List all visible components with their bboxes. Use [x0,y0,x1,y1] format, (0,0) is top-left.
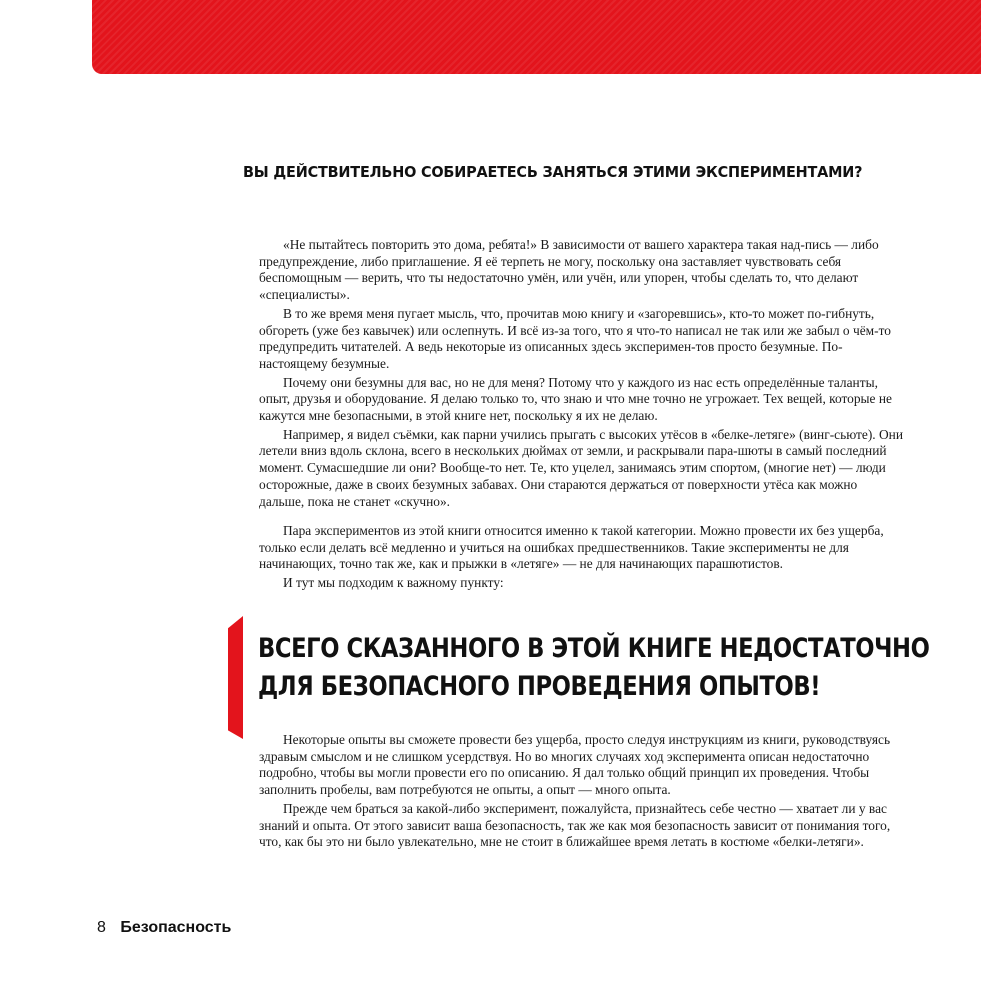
body-text-group-3 [259,732,911,853]
paragraph: Прежде чем браться за какой-либо эксперимент, пожалуйста, признайтесь себе честно — хватает ли у вас знаний и опыта. От этого зависит ваша безопасность, так же как моя безопасность зависит от понимания того, что, как бы это ни было увлекательно, мне не стоит в ближайшее время летать в костюме «белки-летяги». [259,800,891,850]
body-text-group-1 [259,237,905,512]
paragraph: Почему они безумны для вас, но не для меня? Потому что у каждого из нас есть определённые таланты, опыт, друзья и оборудование. Я делаю только то, что знаю и что мне точно не угрожает. Тех вещей, которые не кажутся мне безопасными, в этой книге нет, поскольку я их не делаю. [259,374,892,424]
paragraph: Пара экспериментов из этой книги относится именно к такой категории. Можно провести их без ущерба, только если делать всё медленно и учиться на ошибках предшественников. Такие эксперименты не для начинающих, точно так же, как и прыжки в «летяге» — не для начинающих парашютистов. [259,523,884,572]
page-number: 8 [97,919,106,936]
warning-heading [258,630,930,706]
paragraph: И тут мы подходим к важному пункту: [283,575,504,591]
paragraph: Некоторые опыты вы сможете провести без ущерба, просто следуя инструкциям из книги, руководствуясь здравым смыслом и не слишком усердствуя. Но во многих случаях ход эксперимента описан недостаточно подробно, чтобы вы могли провести его по описанию. Я дал только общий принцип их проведения. Чтобы заполнить пробелы, вам потребуются не опыты, а опыт — много опыта. [259,732,891,798]
page-footer [97,917,231,939]
body-text-group-2 [259,523,905,594]
paragraph: Например, я видел съёмки, как парни учились прыгать с высоких утёсов в «белке-летяге» (винг-сьюте). Они летели вниз вдоль склона, всего в нескольких дюймах от земли, и раскрывали пара-шюты в самый последний момент. Сумасшедшие ли они? Вообще-то нет. Те, кто уцелел, занимаясь этим спортом, (многие нет) — люди осторожные, даже в своих безумных забавах. Они стараются держаться от поверхности утёса как можно дальше, пока не станет «скучно». [259,426,904,509]
top-red-banner [92,0,981,74]
red-side-marker [228,616,243,739]
warning-heading-line: ВСЕГО СКАЗАННОГО В ЭТОЙ КНИГЕ НЕДОСТАТОЧНО [258,633,930,664]
paragraph: «Не пытайтесь повторить это дома, ребята!» В зависимости от вашего характера такая над-пись — либо предупреждение, либо приглашение. Я её терпеть не могу, поскольку она заставляет чувствовать себя беспомощным — верить, что ты недостаточно умён, или учён, или упорен, чтобы сделать то, что делают «специалисты». [259,237,879,303]
warning-heading-line: ДЛЯ БЕЗОПАСНОГО ПРОВЕДЕНИЯ ОПЫТОВ! [258,671,821,702]
paragraph: В то же время меня пугает мысль, что, прочитав мою книгу и «загоревшись», кто-то может по-гибнуть, обгореть (уже без кавычек) или ослепнуть. И всё из-за того, что я что-то написал не так или же забыл о чём-то предупредить читателей. А ведь некоторые из описанных здесь эксперимен-тов просто безумные. По-настоящему безумные. [259,305,891,371]
running-title: Безопасность [120,919,232,936]
section-heading: ВЫ ДЕЙСТВИТЕЛЬНО СОБИРАЕТЕСЬ ЗАНЯТЬСЯ ЭТИМИ ЭКСПЕРИМЕНТАМИ? [243,163,863,181]
